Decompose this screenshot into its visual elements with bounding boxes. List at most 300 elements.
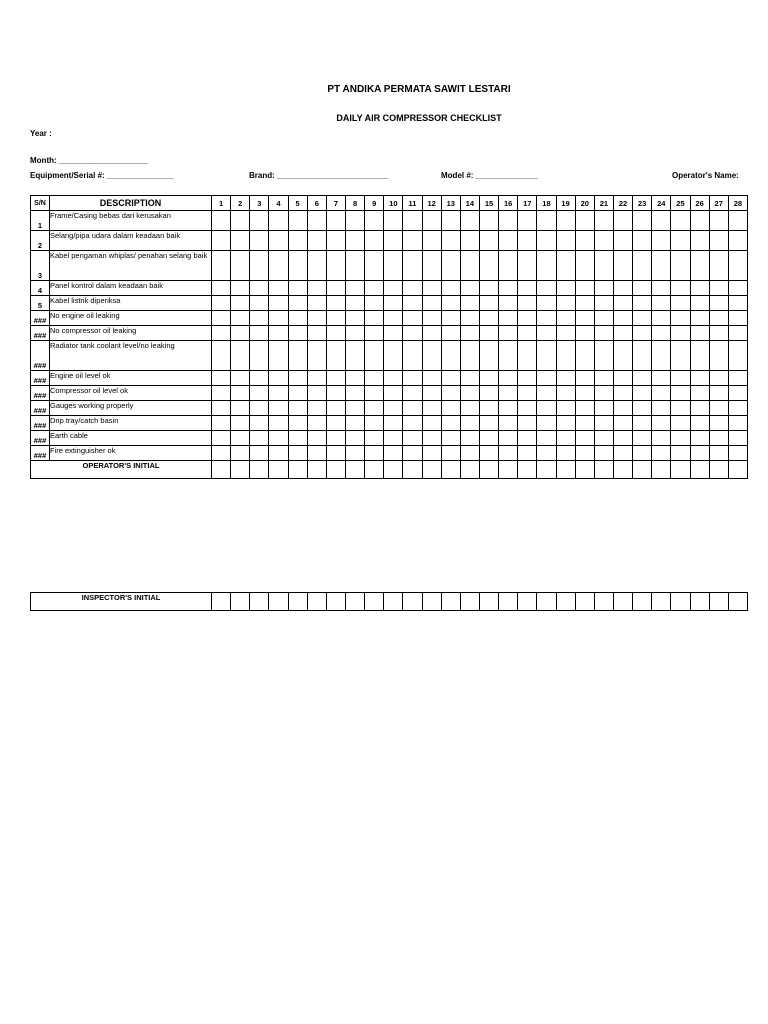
check-cell-day-8[interactable]	[345, 296, 364, 311]
check-cell-day-24[interactable]	[652, 311, 671, 326]
check-cell-day-18[interactable]	[537, 296, 556, 311]
operator-initial-cell-day-19[interactable]	[556, 461, 575, 479]
check-cell-day-10[interactable]	[384, 311, 403, 326]
check-cell-day-9[interactable]	[365, 341, 384, 371]
inspector-initial-cell-day-17[interactable]	[518, 593, 537, 611]
inspector-initial-cell-day-13[interactable]	[441, 593, 460, 611]
check-cell-day-23[interactable]	[633, 431, 652, 446]
inspector-initial-cell-day-3[interactable]	[250, 593, 269, 611]
check-cell-day-18[interactable]	[537, 386, 556, 401]
check-cell-day-28[interactable]	[728, 251, 747, 281]
check-cell-day-16[interactable]	[499, 446, 518, 461]
check-cell-day-14[interactable]	[460, 311, 479, 326]
check-cell-day-10[interactable]	[384, 416, 403, 431]
check-cell-day-11[interactable]	[403, 371, 422, 386]
check-cell-day-12[interactable]	[422, 326, 441, 341]
check-cell-day-19[interactable]	[556, 311, 575, 326]
check-cell-day-26[interactable]	[690, 281, 709, 296]
check-cell-day-1[interactable]	[212, 311, 231, 326]
check-cell-day-20[interactable]	[575, 401, 594, 416]
check-cell-day-8[interactable]	[345, 211, 364, 231]
check-cell-day-26[interactable]	[690, 231, 709, 251]
check-cell-day-21[interactable]	[594, 371, 613, 386]
check-cell-day-1[interactable]	[212, 371, 231, 386]
check-cell-day-19[interactable]	[556, 371, 575, 386]
check-cell-day-25[interactable]	[671, 311, 690, 326]
check-cell-day-11[interactable]	[403, 341, 422, 371]
check-cell-day-10[interactable]	[384, 386, 403, 401]
check-cell-day-25[interactable]	[671, 446, 690, 461]
inspector-initial-cell-day-1[interactable]	[212, 593, 231, 611]
operator-initial-cell-day-28[interactable]	[728, 461, 747, 479]
check-cell-day-7[interactable]	[326, 371, 345, 386]
check-cell-day-5[interactable]	[288, 296, 307, 311]
check-cell-day-7[interactable]	[326, 326, 345, 341]
check-cell-day-2[interactable]	[231, 401, 250, 416]
check-cell-day-3[interactable]	[250, 281, 269, 296]
check-cell-day-2[interactable]	[231, 371, 250, 386]
check-cell-day-25[interactable]	[671, 386, 690, 401]
check-cell-day-26[interactable]	[690, 386, 709, 401]
check-cell-day-25[interactable]	[671, 416, 690, 431]
check-cell-day-17[interactable]	[518, 371, 537, 386]
check-cell-day-4[interactable]	[269, 251, 288, 281]
check-cell-day-21[interactable]	[594, 446, 613, 461]
check-cell-day-25[interactable]	[671, 326, 690, 341]
check-cell-day-5[interactable]	[288, 416, 307, 431]
check-cell-day-28[interactable]	[728, 281, 747, 296]
check-cell-day-15[interactable]	[479, 446, 498, 461]
check-cell-day-10[interactable]	[384, 341, 403, 371]
check-cell-day-19[interactable]	[556, 431, 575, 446]
check-cell-day-5[interactable]	[288, 386, 307, 401]
check-cell-day-11[interactable]	[403, 326, 422, 341]
check-cell-day-11[interactable]	[403, 431, 422, 446]
check-cell-day-3[interactable]	[250, 326, 269, 341]
check-cell-day-16[interactable]	[499, 211, 518, 231]
check-cell-day-14[interactable]	[460, 386, 479, 401]
check-cell-day-22[interactable]	[613, 311, 632, 326]
check-cell-day-17[interactable]	[518, 231, 537, 251]
check-cell-day-18[interactable]	[537, 311, 556, 326]
check-cell-day-15[interactable]	[479, 416, 498, 431]
check-cell-day-15[interactable]	[479, 431, 498, 446]
check-cell-day-21[interactable]	[594, 311, 613, 326]
check-cell-day-27[interactable]	[709, 446, 728, 461]
check-cell-day-23[interactable]	[633, 386, 652, 401]
check-cell-day-3[interactable]	[250, 371, 269, 386]
check-cell-day-14[interactable]	[460, 371, 479, 386]
check-cell-day-10[interactable]	[384, 251, 403, 281]
operator-initial-cell-day-11[interactable]	[403, 461, 422, 479]
check-cell-day-1[interactable]	[212, 341, 231, 371]
check-cell-day-4[interactable]	[269, 416, 288, 431]
check-cell-day-5[interactable]	[288, 281, 307, 296]
operator-initial-cell-day-21[interactable]	[594, 461, 613, 479]
check-cell-day-21[interactable]	[594, 251, 613, 281]
check-cell-day-13[interactable]	[441, 341, 460, 371]
check-cell-day-25[interactable]	[671, 211, 690, 231]
check-cell-day-21[interactable]	[594, 326, 613, 341]
check-cell-day-22[interactable]	[613, 296, 632, 311]
check-cell-day-24[interactable]	[652, 251, 671, 281]
check-cell-day-2[interactable]	[231, 386, 250, 401]
check-cell-day-25[interactable]	[671, 341, 690, 371]
check-cell-day-24[interactable]	[652, 231, 671, 251]
inspector-initial-cell-day-25[interactable]	[671, 593, 690, 611]
check-cell-day-6[interactable]	[307, 311, 326, 326]
check-cell-day-19[interactable]	[556, 211, 575, 231]
operator-initial-cell-day-12[interactable]	[422, 461, 441, 479]
check-cell-day-27[interactable]	[709, 311, 728, 326]
operator-initial-cell-day-6[interactable]	[307, 461, 326, 479]
check-cell-day-18[interactable]	[537, 281, 556, 296]
check-cell-day-2[interactable]	[231, 416, 250, 431]
check-cell-day-25[interactable]	[671, 251, 690, 281]
check-cell-day-8[interactable]	[345, 431, 364, 446]
check-cell-day-6[interactable]	[307, 371, 326, 386]
check-cell-day-1[interactable]	[212, 296, 231, 311]
check-cell-day-12[interactable]	[422, 341, 441, 371]
check-cell-day-4[interactable]	[269, 311, 288, 326]
check-cell-day-15[interactable]	[479, 251, 498, 281]
check-cell-day-14[interactable]	[460, 251, 479, 281]
check-cell-day-10[interactable]	[384, 231, 403, 251]
inspector-initial-cell-day-27[interactable]	[709, 593, 728, 611]
check-cell-day-19[interactable]	[556, 231, 575, 251]
check-cell-day-2[interactable]	[231, 341, 250, 371]
check-cell-day-8[interactable]	[345, 401, 364, 416]
operator-initial-cell-day-5[interactable]	[288, 461, 307, 479]
check-cell-day-21[interactable]	[594, 341, 613, 371]
check-cell-day-12[interactable]	[422, 251, 441, 281]
check-cell-day-27[interactable]	[709, 386, 728, 401]
inspector-initial-cell-day-18[interactable]	[537, 593, 556, 611]
check-cell-day-28[interactable]	[728, 446, 747, 461]
check-cell-day-23[interactable]	[633, 296, 652, 311]
check-cell-day-9[interactable]	[365, 251, 384, 281]
inspector-initial-cell-day-4[interactable]	[269, 593, 288, 611]
check-cell-day-12[interactable]	[422, 431, 441, 446]
check-cell-day-6[interactable]	[307, 341, 326, 371]
check-cell-day-14[interactable]	[460, 281, 479, 296]
inspector-initial-cell-day-16[interactable]	[499, 593, 518, 611]
check-cell-day-28[interactable]	[728, 296, 747, 311]
check-cell-day-2[interactable]	[231, 296, 250, 311]
check-cell-day-4[interactable]	[269, 446, 288, 461]
operator-initial-cell-day-2[interactable]	[231, 461, 250, 479]
check-cell-day-16[interactable]	[499, 311, 518, 326]
check-cell-day-17[interactable]	[518, 386, 537, 401]
check-cell-day-26[interactable]	[690, 341, 709, 371]
check-cell-day-8[interactable]	[345, 341, 364, 371]
check-cell-day-14[interactable]	[460, 416, 479, 431]
check-cell-day-24[interactable]	[652, 296, 671, 311]
check-cell-day-13[interactable]	[441, 211, 460, 231]
check-cell-day-25[interactable]	[671, 401, 690, 416]
check-cell-day-27[interactable]	[709, 296, 728, 311]
check-cell-day-22[interactable]	[613, 416, 632, 431]
check-cell-day-2[interactable]	[231, 311, 250, 326]
check-cell-day-17[interactable]	[518, 326, 537, 341]
check-cell-day-28[interactable]	[728, 431, 747, 446]
check-cell-day-11[interactable]	[403, 281, 422, 296]
check-cell-day-24[interactable]	[652, 386, 671, 401]
check-cell-day-6[interactable]	[307, 446, 326, 461]
check-cell-day-6[interactable]	[307, 211, 326, 231]
check-cell-day-7[interactable]	[326, 231, 345, 251]
check-cell-day-21[interactable]	[594, 281, 613, 296]
check-cell-day-14[interactable]	[460, 231, 479, 251]
operator-initial-cell-day-8[interactable]	[345, 461, 364, 479]
check-cell-day-26[interactable]	[690, 401, 709, 416]
check-cell-day-27[interactable]	[709, 341, 728, 371]
check-cell-day-12[interactable]	[422, 386, 441, 401]
operator-initial-cell-day-24[interactable]	[652, 461, 671, 479]
check-cell-day-9[interactable]	[365, 446, 384, 461]
check-cell-day-6[interactable]	[307, 431, 326, 446]
check-cell-day-12[interactable]	[422, 296, 441, 311]
check-cell-day-9[interactable]	[365, 416, 384, 431]
operator-initial-cell-day-18[interactable]	[537, 461, 556, 479]
check-cell-day-4[interactable]	[269, 371, 288, 386]
check-cell-day-16[interactable]	[499, 401, 518, 416]
check-cell-day-4[interactable]	[269, 281, 288, 296]
check-cell-day-3[interactable]	[250, 386, 269, 401]
operator-initial-cell-day-4[interactable]	[269, 461, 288, 479]
check-cell-day-27[interactable]	[709, 431, 728, 446]
operator-initial-cell-day-14[interactable]	[460, 461, 479, 479]
operator-initial-cell-day-9[interactable]	[365, 461, 384, 479]
check-cell-day-27[interactable]	[709, 416, 728, 431]
check-cell-day-28[interactable]	[728, 371, 747, 386]
check-cell-day-13[interactable]	[441, 446, 460, 461]
check-cell-day-11[interactable]	[403, 446, 422, 461]
inspector-initial-cell-day-15[interactable]	[479, 593, 498, 611]
check-cell-day-24[interactable]	[652, 341, 671, 371]
operator-initial-cell-day-20[interactable]	[575, 461, 594, 479]
check-cell-day-1[interactable]	[212, 251, 231, 281]
check-cell-day-10[interactable]	[384, 326, 403, 341]
check-cell-day-12[interactable]	[422, 416, 441, 431]
check-cell-day-1[interactable]	[212, 416, 231, 431]
check-cell-day-8[interactable]	[345, 416, 364, 431]
check-cell-day-17[interactable]	[518, 446, 537, 461]
check-cell-day-20[interactable]	[575, 211, 594, 231]
check-cell-day-18[interactable]	[537, 416, 556, 431]
check-cell-day-13[interactable]	[441, 231, 460, 251]
check-cell-day-12[interactable]	[422, 401, 441, 416]
check-cell-day-6[interactable]	[307, 296, 326, 311]
check-cell-day-26[interactable]	[690, 431, 709, 446]
check-cell-day-3[interactable]	[250, 231, 269, 251]
operator-initial-cell-day-16[interactable]	[499, 461, 518, 479]
check-cell-day-8[interactable]	[345, 326, 364, 341]
check-cell-day-23[interactable]	[633, 326, 652, 341]
check-cell-day-18[interactable]	[537, 251, 556, 281]
check-cell-day-17[interactable]	[518, 211, 537, 231]
check-cell-day-2[interactable]	[231, 211, 250, 231]
check-cell-day-14[interactable]	[460, 431, 479, 446]
operator-initial-cell-day-17[interactable]	[518, 461, 537, 479]
check-cell-day-14[interactable]	[460, 401, 479, 416]
check-cell-day-24[interactable]	[652, 211, 671, 231]
check-cell-day-4[interactable]	[269, 326, 288, 341]
check-cell-day-17[interactable]	[518, 296, 537, 311]
check-cell-day-16[interactable]	[499, 341, 518, 371]
operator-initial-cell-day-15[interactable]	[479, 461, 498, 479]
check-cell-day-23[interactable]	[633, 371, 652, 386]
inspector-initial-cell-day-2[interactable]	[231, 593, 250, 611]
check-cell-day-20[interactable]	[575, 386, 594, 401]
check-cell-day-9[interactable]	[365, 386, 384, 401]
check-cell-day-22[interactable]	[613, 281, 632, 296]
check-cell-day-9[interactable]	[365, 281, 384, 296]
check-cell-day-15[interactable]	[479, 341, 498, 371]
operator-initial-cell-day-10[interactable]	[384, 461, 403, 479]
check-cell-day-18[interactable]	[537, 231, 556, 251]
check-cell-day-9[interactable]	[365, 371, 384, 386]
check-cell-day-23[interactable]	[633, 211, 652, 231]
check-cell-day-18[interactable]	[537, 446, 556, 461]
check-cell-day-11[interactable]	[403, 211, 422, 231]
check-cell-day-22[interactable]	[613, 341, 632, 371]
check-cell-day-20[interactable]	[575, 326, 594, 341]
check-cell-day-19[interactable]	[556, 446, 575, 461]
check-cell-day-15[interactable]	[479, 311, 498, 326]
check-cell-day-13[interactable]	[441, 401, 460, 416]
check-cell-day-9[interactable]	[365, 326, 384, 341]
check-cell-day-19[interactable]	[556, 326, 575, 341]
check-cell-day-1[interactable]	[212, 326, 231, 341]
check-cell-day-20[interactable]	[575, 341, 594, 371]
check-cell-day-1[interactable]	[212, 211, 231, 231]
check-cell-day-14[interactable]	[460, 326, 479, 341]
check-cell-day-4[interactable]	[269, 431, 288, 446]
check-cell-day-10[interactable]	[384, 211, 403, 231]
check-cell-day-5[interactable]	[288, 251, 307, 281]
inspector-initial-cell-day-8[interactable]	[345, 593, 364, 611]
check-cell-day-20[interactable]	[575, 446, 594, 461]
check-cell-day-26[interactable]	[690, 371, 709, 386]
check-cell-day-12[interactable]	[422, 211, 441, 231]
check-cell-day-7[interactable]	[326, 251, 345, 281]
check-cell-day-12[interactable]	[422, 281, 441, 296]
operator-initial-cell-day-22[interactable]	[613, 461, 632, 479]
check-cell-day-21[interactable]	[594, 431, 613, 446]
check-cell-day-5[interactable]	[288, 211, 307, 231]
check-cell-day-8[interactable]	[345, 251, 364, 281]
check-cell-day-3[interactable]	[250, 296, 269, 311]
check-cell-day-11[interactable]	[403, 231, 422, 251]
check-cell-day-15[interactable]	[479, 401, 498, 416]
check-cell-day-6[interactable]	[307, 386, 326, 401]
check-cell-day-21[interactable]	[594, 211, 613, 231]
check-cell-day-13[interactable]	[441, 296, 460, 311]
check-cell-day-20[interactable]	[575, 281, 594, 296]
check-cell-day-1[interactable]	[212, 281, 231, 296]
check-cell-day-21[interactable]	[594, 386, 613, 401]
check-cell-day-16[interactable]	[499, 431, 518, 446]
check-cell-day-14[interactable]	[460, 211, 479, 231]
check-cell-day-8[interactable]	[345, 281, 364, 296]
check-cell-day-18[interactable]	[537, 211, 556, 231]
check-cell-day-15[interactable]	[479, 211, 498, 231]
check-cell-day-26[interactable]	[690, 296, 709, 311]
check-cell-day-25[interactable]	[671, 231, 690, 251]
check-cell-day-19[interactable]	[556, 401, 575, 416]
check-cell-day-8[interactable]	[345, 231, 364, 251]
check-cell-day-11[interactable]	[403, 416, 422, 431]
check-cell-day-11[interactable]	[403, 296, 422, 311]
inspector-initial-cell-day-28[interactable]	[728, 593, 747, 611]
check-cell-day-19[interactable]	[556, 386, 575, 401]
check-cell-day-24[interactable]	[652, 446, 671, 461]
check-cell-day-15[interactable]	[479, 231, 498, 251]
inspector-initial-cell-day-19[interactable]	[556, 593, 575, 611]
check-cell-day-22[interactable]	[613, 431, 632, 446]
inspector-initial-cell-day-12[interactable]	[422, 593, 441, 611]
check-cell-day-15[interactable]	[479, 296, 498, 311]
check-cell-day-13[interactable]	[441, 386, 460, 401]
check-cell-day-11[interactable]	[403, 401, 422, 416]
check-cell-day-7[interactable]	[326, 296, 345, 311]
check-cell-day-11[interactable]	[403, 251, 422, 281]
check-cell-day-3[interactable]	[250, 251, 269, 281]
check-cell-day-6[interactable]	[307, 401, 326, 416]
check-cell-day-3[interactable]	[250, 431, 269, 446]
check-cell-day-3[interactable]	[250, 401, 269, 416]
inspector-initial-cell-day-21[interactable]	[594, 593, 613, 611]
check-cell-day-17[interactable]	[518, 251, 537, 281]
check-cell-day-11[interactable]	[403, 311, 422, 326]
inspector-initial-cell-day-10[interactable]	[384, 593, 403, 611]
check-cell-day-25[interactable]	[671, 371, 690, 386]
check-cell-day-20[interactable]	[575, 416, 594, 431]
check-cell-day-15[interactable]	[479, 281, 498, 296]
check-cell-day-3[interactable]	[250, 416, 269, 431]
check-cell-day-24[interactable]	[652, 326, 671, 341]
check-cell-day-8[interactable]	[345, 386, 364, 401]
check-cell-day-13[interactable]	[441, 281, 460, 296]
check-cell-day-25[interactable]	[671, 281, 690, 296]
check-cell-day-16[interactable]	[499, 326, 518, 341]
inspector-initial-cell-day-6[interactable]	[307, 593, 326, 611]
check-cell-day-24[interactable]	[652, 371, 671, 386]
check-cell-day-27[interactable]	[709, 326, 728, 341]
check-cell-day-7[interactable]	[326, 416, 345, 431]
check-cell-day-22[interactable]	[613, 446, 632, 461]
check-cell-day-8[interactable]	[345, 311, 364, 326]
check-cell-day-22[interactable]	[613, 251, 632, 281]
check-cell-day-2[interactable]	[231, 251, 250, 281]
check-cell-day-28[interactable]	[728, 311, 747, 326]
check-cell-day-1[interactable]	[212, 431, 231, 446]
check-cell-day-12[interactable]	[422, 311, 441, 326]
check-cell-day-24[interactable]	[652, 401, 671, 416]
check-cell-day-9[interactable]	[365, 311, 384, 326]
check-cell-day-13[interactable]	[441, 251, 460, 281]
check-cell-day-16[interactable]	[499, 386, 518, 401]
check-cell-day-5[interactable]	[288, 231, 307, 251]
check-cell-day-15[interactable]	[479, 386, 498, 401]
check-cell-day-13[interactable]	[441, 431, 460, 446]
check-cell-day-28[interactable]	[728, 211, 747, 231]
check-cell-day-6[interactable]	[307, 416, 326, 431]
check-cell-day-12[interactable]	[422, 446, 441, 461]
check-cell-day-9[interactable]	[365, 401, 384, 416]
check-cell-day-18[interactable]	[537, 341, 556, 371]
